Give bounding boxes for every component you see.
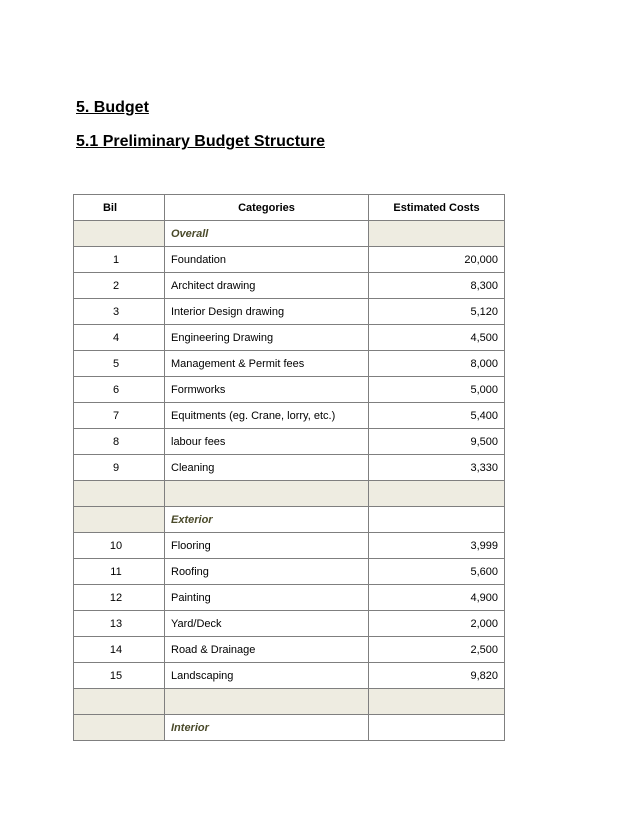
table-row <box>74 455 505 481</box>
row-number: 10 <box>74 533 165 559</box>
row-number: 1 <box>74 247 165 273</box>
table-row <box>74 299 505 325</box>
section-row-overall <box>74 221 505 247</box>
row-category: Foundation <box>165 247 369 273</box>
row-category: Road & Drainage <box>165 637 369 663</box>
row-number: 14 <box>74 637 165 663</box>
column-header-categories: Categories <box>165 195 369 221</box>
section-label-overall: Overall <box>165 221 369 247</box>
row-category: labour fees <box>165 429 369 455</box>
empty-cell <box>74 715 165 741</box>
row-number: 4 <box>74 325 165 351</box>
row-cost: 4,900 <box>369 585 505 611</box>
table-row <box>74 611 505 637</box>
spacer-row <box>74 481 505 507</box>
table-row <box>74 429 505 455</box>
section-row-exterior <box>74 507 505 533</box>
row-category: Flooring <box>165 533 369 559</box>
empty-cell <box>74 689 165 715</box>
row-number: 13 <box>74 611 165 637</box>
row-number: 12 <box>74 585 165 611</box>
section-heading: 5. Budget <box>76 99 149 116</box>
row-cost: 8,000 <box>369 351 505 377</box>
empty-cell <box>369 481 505 507</box>
empty-cell <box>369 715 505 741</box>
row-category: Roofing <box>165 559 369 585</box>
row-cost: 2,000 <box>369 611 505 637</box>
row-category: Landscaping <box>165 663 369 689</box>
row-cost: 2,500 <box>369 637 505 663</box>
table-row <box>74 533 505 559</box>
empty-cell <box>165 481 369 507</box>
empty-cell <box>369 507 505 533</box>
table-header-row <box>74 195 505 221</box>
empty-cell <box>369 689 505 715</box>
table-row <box>74 273 505 299</box>
row-number: 7 <box>74 403 165 429</box>
row-cost: 5,120 <box>369 299 505 325</box>
row-cost: 9,820 <box>369 663 505 689</box>
table-row <box>74 351 505 377</box>
row-cost: 5,400 <box>369 403 505 429</box>
row-number: 15 <box>74 663 165 689</box>
row-category: Management & Permit fees <box>165 351 369 377</box>
table-row <box>74 559 505 585</box>
row-cost: 8,300 <box>369 273 505 299</box>
empty-cell <box>74 481 165 507</box>
row-category: Yard/Deck <box>165 611 369 637</box>
spacer-row <box>74 689 505 715</box>
row-number: 9 <box>74 455 165 481</box>
table-row <box>74 637 505 663</box>
section-row-interior <box>74 715 505 741</box>
row-category: Equitments (eg. Crane, lorry, etc.) <box>165 403 369 429</box>
empty-cell <box>74 507 165 533</box>
table-row <box>74 403 505 429</box>
row-number: 6 <box>74 377 165 403</box>
empty-cell <box>165 689 369 715</box>
table-row <box>74 247 505 273</box>
row-cost: 4,500 <box>369 325 505 351</box>
row-category: Architect drawing <box>165 273 369 299</box>
table-row <box>74 377 505 403</box>
table-row <box>74 663 505 689</box>
budget-table <box>73 194 505 741</box>
row-category: Formworks <box>165 377 369 403</box>
row-number: 3 <box>74 299 165 325</box>
row-number: 5 <box>74 351 165 377</box>
row-cost: 5,600 <box>369 559 505 585</box>
row-number: 8 <box>74 429 165 455</box>
row-category: Painting <box>165 585 369 611</box>
section-label-interior: Interior <box>165 715 369 741</box>
empty-cell <box>74 221 165 247</box>
row-number: 2 <box>74 273 165 299</box>
row-category: Interior Design drawing <box>165 299 369 325</box>
column-header-cost: Estimated Costs <box>369 195 505 221</box>
column-header-bil: Bil <box>74 195 165 221</box>
subsection-heading: 5.1 Preliminary Budget Structure <box>76 133 325 150</box>
row-category: Engineering Drawing <box>165 325 369 351</box>
row-cost: 5,000 <box>369 377 505 403</box>
row-number: 11 <box>74 559 165 585</box>
empty-cell <box>369 221 505 247</box>
table-row <box>74 585 505 611</box>
row-cost: 3,330 <box>369 455 505 481</box>
row-cost: 20,000 <box>369 247 505 273</box>
table-row <box>74 325 505 351</box>
row-cost: 3,999 <box>369 533 505 559</box>
row-cost: 9,500 <box>369 429 505 455</box>
row-category: Cleaning <box>165 455 369 481</box>
section-label-exterior: Exterior <box>165 507 369 533</box>
